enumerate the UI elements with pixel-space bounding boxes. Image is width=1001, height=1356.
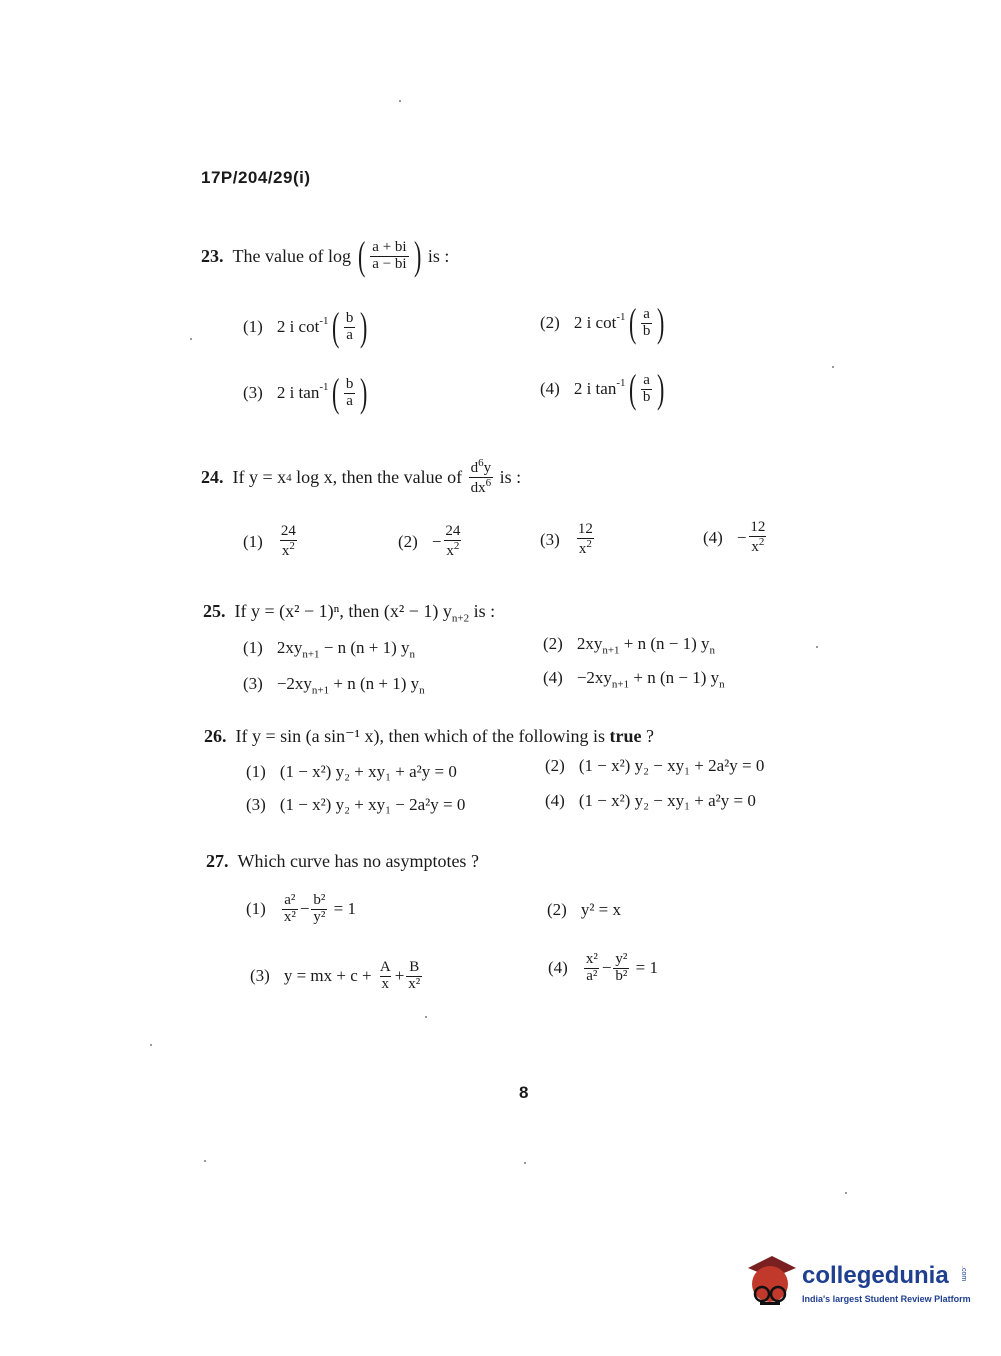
brand-name: collegedunia	[802, 1262, 949, 1289]
log-argument: ( $\frac{a + bi}{a - bi}$ )	[357, 233, 421, 278]
operator: −	[601, 958, 612, 978]
exponent: 2	[289, 539, 295, 552]
question-stem: Which curve has no asymptotes ?	[237, 851, 479, 871]
option-25-4[interactable]	[543, 668, 725, 690]
fraction-numerator: 24	[280, 523, 296, 539]
option-25-1[interactable]	[243, 638, 415, 660]
fraction-numerator: a	[643, 371, 650, 388]
option-24-1[interactable]	[243, 524, 300, 560]
option-25-3[interactable]	[243, 674, 425, 696]
question-suffix: is :	[427, 245, 450, 266]
option-number: (4)	[703, 527, 723, 547]
option-number: (1)	[246, 762, 266, 781]
equation-rhs: = 1	[333, 899, 357, 919]
page-number: 8	[519, 1083, 529, 1102]
fraction-denominator: x	[381, 975, 390, 992]
option-number: (2)	[545, 756, 565, 775]
option-text: 2 i tan	[276, 383, 320, 402]
option-number: (4)	[545, 791, 565, 810]
exponent: 4	[286, 472, 292, 484]
option-24-3[interactable]	[540, 522, 597, 558]
option-number: (3)	[243, 383, 263, 402]
fraction-numerator: B	[409, 959, 420, 975]
option-text: y² = x	[580, 900, 622, 919]
fraction-numerator: a²	[284, 892, 296, 908]
option-26-2[interactable]	[545, 756, 764, 776]
subscript: n+1	[302, 648, 320, 661]
question-stem: If y = (x² − 1)ⁿ, then (x² − 1) y	[234, 601, 452, 621]
option-26-4[interactable]	[545, 791, 756, 811]
question-suffix: is :	[499, 466, 522, 487]
option-number: (3)	[250, 966, 270, 986]
fraction-denominator: x²	[283, 908, 296, 925]
option-superscript: -1	[616, 311, 626, 323]
question-stem: If y = sin (a sin⁻¹ x), then which of the following is	[235, 726, 605, 746]
brand-domain: .com	[960, 1266, 967, 1282]
option-term: 2xy	[576, 634, 603, 653]
option-text: 2 i tan	[573, 379, 617, 398]
option-term: −2xy	[576, 668, 612, 687]
fraction-denominator: y²	[313, 908, 326, 925]
question-26	[204, 726, 654, 747]
question-number: 26.	[204, 726, 227, 746]
fraction-denominator: x	[751, 538, 759, 555]
fraction-numerator: a	[643, 305, 650, 322]
option-superscript: -1	[616, 377, 626, 389]
option-27-3[interactable]	[250, 960, 424, 993]
option-23-3[interactable]: (3) 2 i tan $^{-1}$ ( $\frac{b}{a}$ )	[243, 370, 368, 415]
option-26-1[interactable]	[246, 762, 457, 782]
derivative-dx: dx	[470, 479, 486, 496]
option-number: (3)	[246, 795, 266, 814]
option-sign: −	[736, 527, 747, 547]
option-number: (2)	[547, 900, 567, 919]
option-27-2[interactable]	[547, 900, 621, 920]
fraction-numerator: b	[345, 309, 354, 326]
question-24	[201, 458, 521, 497]
option-text: 2 i cot	[573, 313, 617, 332]
fraction-denominator: b	[642, 388, 651, 405]
fraction-denominator: x	[446, 542, 454, 559]
fraction-denominator: b	[642, 322, 651, 339]
subscript: n+1	[611, 678, 630, 691]
derivative-fraction	[469, 458, 494, 497]
paper-code: 17P/204/29(i)	[201, 168, 311, 187]
option-27-1[interactable]	[246, 893, 356, 926]
option-27-4[interactable]	[548, 952, 658, 985]
fraction-denominator: a − bi	[372, 255, 407, 272]
fraction-numerator: y²	[615, 951, 628, 967]
brand-logo	[742, 1250, 972, 1312]
subscript: n	[419, 684, 425, 697]
option-number: (1)	[246, 899, 266, 919]
option-superscript: -1	[319, 315, 329, 327]
option-number: (4)	[540, 379, 560, 398]
mascot-icon	[742, 1250, 800, 1308]
fraction-denominator: b²	[615, 967, 628, 984]
fraction-numerator: 12	[577, 521, 593, 537]
fraction-numerator: x²	[585, 951, 598, 967]
fraction-numerator: b	[345, 375, 354, 392]
question-number: 23.	[201, 245, 224, 266]
question-number: 24.	[201, 466, 224, 487]
operator: +	[394, 966, 405, 986]
option-number: (3)	[243, 674, 263, 693]
equation-rhs: = 1	[635, 958, 659, 978]
option-text: (1 − x²) y₂ + xy₁ − 2a²y = 0	[279, 795, 466, 814]
option-superscript: -1	[319, 381, 329, 393]
brand-tagline: India's largest Student Review Platform	[802, 1294, 971, 1304]
fraction-denominator: x	[578, 540, 587, 557]
option-number: (1)	[243, 317, 263, 336]
fraction-numerator: a + bi	[372, 238, 407, 255]
option-text: y = mx + c +	[283, 966, 372, 986]
fraction-numerator: 24	[445, 523, 461, 539]
option-text: (1 − x²) y₂ − xy₁ + a²y = 0	[578, 791, 756, 810]
fraction-numerator: b²	[313, 892, 326, 908]
derivative-dx-order: 6	[485, 476, 492, 489]
question-25	[203, 601, 495, 625]
exponent: 2	[586, 537, 592, 550]
option-term: 2xy	[276, 638, 303, 657]
emphasis-word: true	[609, 726, 642, 746]
subscript: n	[719, 678, 725, 691]
question-27	[206, 851, 479, 872]
question-suffix: is :	[473, 601, 496, 621]
option-number: (1)	[243, 531, 263, 551]
option-number: (4)	[548, 958, 568, 978]
option-number: (3)	[540, 529, 560, 549]
subscript: n+1	[311, 684, 330, 697]
option-number: (2)	[543, 634, 563, 653]
fraction-numerator: A	[379, 959, 391, 975]
option-24-4[interactable]	[703, 520, 769, 556]
question-stem: If y = x	[232, 466, 287, 487]
option-term: + n (n − 1) y	[623, 634, 710, 653]
subscript: n	[709, 644, 716, 657]
fraction-denominator: x²	[408, 975, 421, 992]
question-number: 27.	[206, 851, 229, 871]
option-23-2[interactable]: (2) 2 i cot $^{-1}$ ( $\frac{a}{b}$ )	[540, 300, 665, 345]
exponent: 2	[453, 539, 460, 552]
question-suffix: ?	[645, 726, 654, 746]
exponent: 2	[758, 535, 765, 548]
question-stem: The value of log	[232, 245, 351, 266]
option-term: −2xy	[276, 674, 312, 693]
option-text: (1 − x²) y₂ − xy₁ + 2a²y = 0	[578, 756, 765, 775]
option-23-1[interactable]: (1) 2 i cot $^{-1}$ ( $\frac{b}{a}$ )	[243, 304, 368, 349]
option-23-4[interactable]: (4) 2 i tan $^{-1}$ ( $\frac{a}{b}$ )	[540, 366, 665, 411]
option-25-2[interactable]	[543, 634, 715, 656]
option-24-2[interactable]	[398, 524, 464, 560]
option-text: (1 − x²) y₂ + xy₁ + a²y = 0	[279, 762, 457, 781]
option-number: (2)	[540, 313, 560, 332]
subscript: n+1	[602, 644, 620, 657]
option-term: + n (n − 1) y	[633, 668, 720, 687]
option-text: 2 i cot	[276, 317, 320, 336]
fraction-denominator: a	[346, 392, 353, 409]
subscript: n	[409, 648, 416, 661]
option-number: (1)	[243, 638, 263, 657]
option-sign: −	[431, 531, 442, 551]
subscript: n+2	[451, 612, 470, 625]
fraction-denominator: a	[346, 326, 353, 343]
operator: −	[299, 899, 310, 919]
derivative-y: y	[483, 460, 492, 476]
option-term: − n (n + 1) y	[323, 638, 410, 657]
fraction-denominator: x	[281, 542, 290, 559]
fraction-numerator: 12	[750, 519, 766, 535]
derivative-d: d	[470, 460, 479, 476]
option-term: + n (n + 1) y	[333, 674, 420, 693]
question-23	[201, 233, 450, 278]
question-stem-continued: log x, then the value of	[296, 466, 463, 487]
question-number: 25.	[203, 601, 226, 621]
derivative-order: 6	[478, 457, 484, 469]
option-number: (4)	[543, 668, 563, 687]
option-26-3[interactable]	[246, 795, 465, 815]
fraction-denominator: a²	[586, 967, 598, 984]
option-number: (2)	[398, 531, 418, 551]
